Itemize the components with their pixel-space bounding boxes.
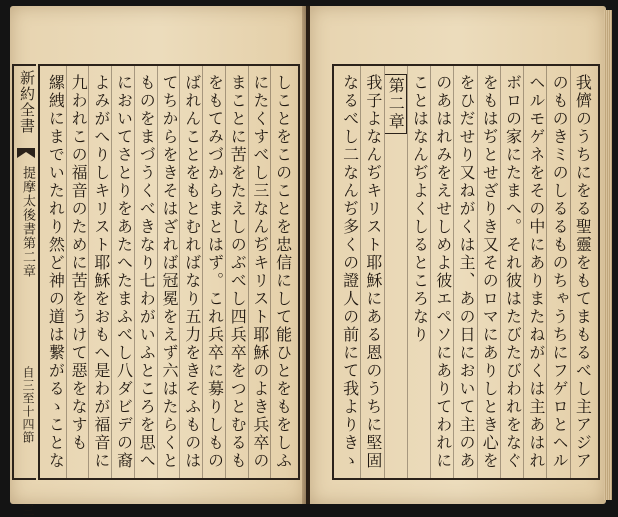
text-column: のものきミのしるるものちゃうちにフゲロとヘル (550, 74, 570, 470)
column-rule (225, 66, 226, 478)
column-rule (270, 66, 271, 478)
text-column: をもてみづからまとはず。これ兵卒に募りしもの (205, 74, 225, 470)
text-column: をもはぢとせざりき又そのロマにありしとき心を (480, 74, 500, 470)
text-column: ボロの家にたまへ。それ彼はたびたびわれをなぐ (503, 74, 523, 470)
text-column: ばれんことをもとむればなり五力をきそふものは (182, 74, 202, 470)
verse-range: 自三至十四節 (21, 366, 35, 444)
column-rule (477, 66, 478, 478)
open-book (10, 6, 610, 517)
column-rule (157, 66, 158, 478)
column-rule (248, 66, 249, 478)
column-rule (179, 66, 180, 478)
text-column: ヘルモゲネをその中にありまたねがくは主あはれ (526, 74, 546, 470)
column-rule (88, 66, 89, 478)
page-number: 三 (21, 504, 35, 517)
text-column: をひだせり又ねがくは主、あの日において主のあ (457, 74, 476, 470)
left-text-frame (38, 64, 300, 480)
right-text-frame (332, 64, 600, 480)
text-column: てちからをきそはざれば冠冕をえず六はたらくと (160, 74, 179, 470)
text-column: 我儕のうちにをる聖靈をもてまもるべし主アジア (573, 74, 593, 470)
chapter-title (385, 74, 407, 474)
column-rule (66, 66, 67, 478)
column-rule (523, 66, 524, 478)
book-title: 新約全書 (18, 70, 36, 134)
text-column: 我子よなんぢキリスト耶穌にある恩のうちに堅固 (363, 74, 383, 470)
text-column: しことをこのことを忠信にして能ひとをもをしふ (273, 74, 293, 470)
column-rule (570, 66, 571, 478)
right-page (310, 6, 606, 504)
column-rule (407, 66, 408, 478)
text-column: のあはれみをえせしめよ彼エペソにありてわれに (433, 74, 453, 470)
fishtail-ornament (17, 148, 35, 158)
column-rule (500, 66, 501, 478)
page-edges (604, 10, 612, 500)
text-column: においてさとりをあたへたまふべし八ダビデの裔 (114, 74, 134, 470)
text-column: 縲絏にまでいたれり然ど神の道は繋がるゝことな (46, 74, 66, 470)
text-column: にたくすべし三なんぢキリスト耶穌のよき兵卒の (250, 74, 270, 470)
column-rule (111, 66, 112, 478)
text-column: まことに苦をたえしのぶべし四兵卒をつとむるも (228, 74, 248, 470)
text-column: なるべし二なんぢ多くの證人の前にて我よりきゝ (340, 74, 360, 470)
column-rule (384, 66, 385, 478)
chapter-heading: 提摩太後書第二章 (20, 166, 35, 278)
text-column: 九われこの福音のために苦をうけて惡をなすも (69, 74, 89, 452)
column-rule (202, 66, 203, 478)
column-rule (453, 66, 454, 478)
column-rule (134, 66, 135, 478)
text-column: ことはなんぢよくしるところなり (410, 74, 430, 344)
text-column: よみがへりしキリスト耶穌をおもへ是わが福音に (91, 74, 111, 470)
left-page (10, 6, 306, 517)
column-rule (360, 66, 361, 478)
column-rule (430, 66, 431, 478)
chapter-title-box: 第二章 (385, 74, 407, 134)
running-head (12, 64, 36, 517)
text-column: ものをまづうくべきなり七わがいふところを思へ (137, 74, 157, 470)
column-rule (546, 66, 547, 478)
